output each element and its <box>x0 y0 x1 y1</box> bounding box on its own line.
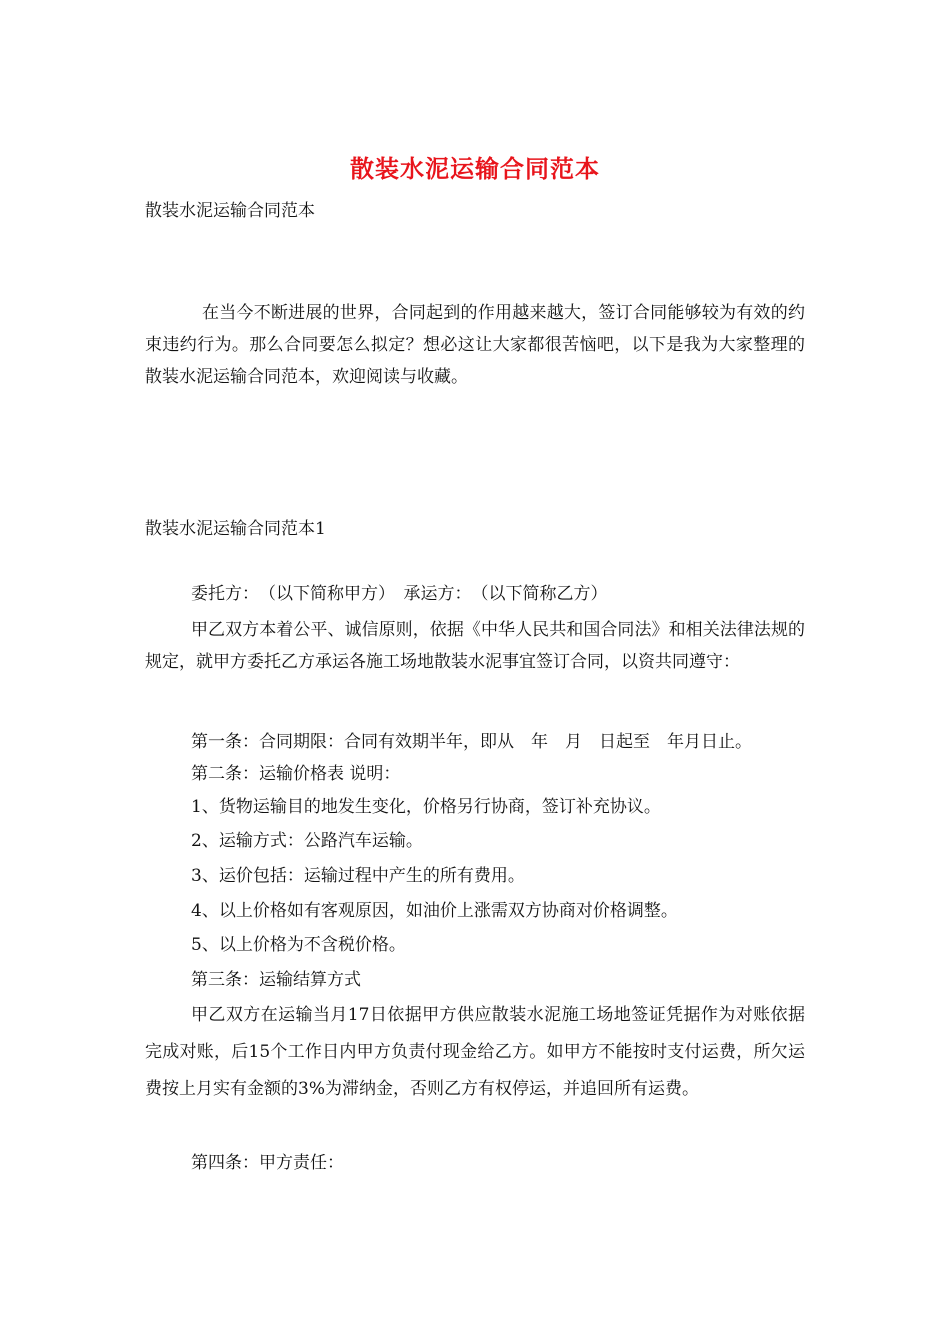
clause-4: 第四条：甲方责任： <box>191 1153 344 1173</box>
document-subtitle: 散装水泥运输合同范本 <box>145 201 315 221</box>
intro-paragraph: 在当今不断进展的世界，合同起到的作用越来越大，签订合同能够较为有效的约束违约行为。那么合同要怎么拟定？想必这让大家都很苦恼吧，以下是我为大家整理的散装水泥运输合同范本，欢迎阅读与收藏。 <box>145 303 805 387</box>
parties-line: 委托方： （以下简称甲方） 承运方： （以下简称乙方） <box>191 584 608 604</box>
list-item: 5、以上价格为不含税价格。 <box>191 935 406 955</box>
settlement-paragraph: 甲乙双方在运输当月17日依据甲方供应散装水泥施工场地签证凭据作为对账依据完成对账，后15个工作日内甲方负责付现金给乙方。如甲方不能按时支付运费，所欠运费按上月实有金额的3%为滞纳金，否则乙方有权停运，并追回所有运费。 <box>145 1005 805 1099</box>
list-item: 3、运价包括：运输过程中产生的所有费用。 <box>191 866 525 886</box>
clause-3: 第三条：运输结算方式 <box>191 970 361 990</box>
section-heading: 散装水泥运输合同范本1 <box>145 519 326 539</box>
preamble-paragraph: 甲乙双方本着公平、诚信原则，依据《中华人民共和国合同法》和相关法律法规的规定，就甲方委托乙方承运各施工场地散装水泥事宜签订合同，以资共同遵守： <box>145 620 805 672</box>
clause-2: 第二条：运输价格表 说明： <box>191 764 401 784</box>
list-item: 4、以上价格如有客观原因，如油价上涨需双方协商对价格调整。 <box>191 901 678 921</box>
list-item: 2、运输方式：公路汽车运输。 <box>191 831 423 851</box>
clause-1: 第一条：合同期限：合同有效期半年，即从 年 月 日起至 年月日止。 <box>191 732 752 752</box>
document-title: 散装水泥运输合同范本 <box>350 154 600 183</box>
list-item: 1、货物运输目的地发生变化，价格另行协商，签订补充协议。 <box>191 797 661 817</box>
